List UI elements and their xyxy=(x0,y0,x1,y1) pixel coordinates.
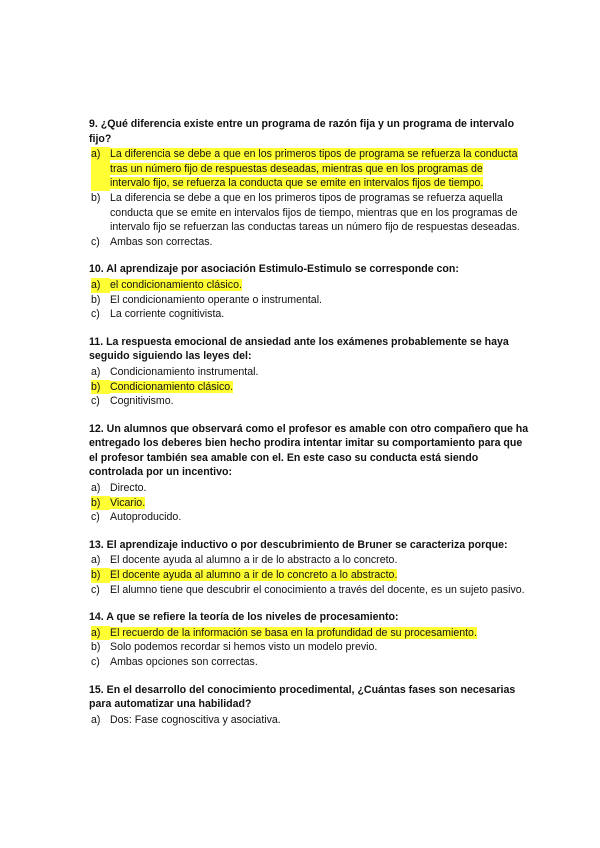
question-title: 9. ¿Qué diferencia existe entre un programa de razón fija y un programa de intervalo fijo? xyxy=(89,118,515,145)
question-10 xyxy=(89,262,529,321)
option-letter: a) xyxy=(91,482,101,495)
answer-option xyxy=(89,235,529,250)
highlighted-answer-text: Vicario. xyxy=(110,496,146,509)
option-letter-highlighted: b) xyxy=(91,568,110,583)
answer-option xyxy=(89,640,529,655)
option-text: El docente ayuda al alumno a ir de lo abstracto a lo concreto. xyxy=(110,554,398,567)
option-letter: c) xyxy=(91,308,100,321)
option-text: Dos: Fase cognoscitiva y asociativa. xyxy=(110,713,281,726)
option-text: La corriente cognitivista. xyxy=(110,308,225,321)
question-title: 11. La respuesta emocional de ansiedad ante los exámenes probablemente se haya seguido siguiendo las leyes del: xyxy=(89,335,509,363)
option-letter-highlighted: a) xyxy=(91,147,110,191)
answer-option xyxy=(89,293,529,308)
option-text: Solo podemos recordar si hemos visto un modelo previo. xyxy=(110,641,378,654)
option-letter-highlighted: b) xyxy=(91,380,110,395)
option-letter: c) xyxy=(91,656,100,668)
answer-option xyxy=(89,655,529,670)
answer-option xyxy=(89,583,529,598)
question-9 xyxy=(89,117,529,249)
option-text xyxy=(110,278,529,293)
answer-option xyxy=(89,394,529,409)
question-13 xyxy=(89,538,529,597)
answer-option xyxy=(89,365,529,380)
option-letter: a) xyxy=(91,713,101,726)
question-title: 14. A que se refiere la teoría de los niveles de procesamiento: xyxy=(89,611,399,624)
option-letter: b) xyxy=(91,191,101,204)
answer-option xyxy=(89,626,529,641)
option-letter-highlighted: a) xyxy=(91,626,110,641)
option-letter: c) xyxy=(91,511,100,524)
answer-option xyxy=(89,481,529,496)
option-text: Cognitivismo. xyxy=(110,395,174,408)
question-12 xyxy=(89,422,529,525)
option-text: Ambas son correctas. xyxy=(110,235,213,248)
option-text xyxy=(110,626,529,641)
option-text: Ambas opciones son correctas. xyxy=(110,656,258,668)
answer-option xyxy=(89,191,529,235)
highlighted-answer-text: La diferencia se debe a que en los primeros tipos de programa se refuerza la conducta tras un número fijo de respuestas deseadas, mientras que en los programas de intervalo fijo, se refuerza la conducta que se emite en intervalos fijos de tiempo. xyxy=(110,148,518,190)
answer-option xyxy=(89,510,529,525)
option-letter: c) xyxy=(91,583,100,596)
question-title: 15. En el desarrollo del conocimiento procedimental, ¿Cuántas fases son necesarias para automatizar una habilidad? xyxy=(89,683,516,711)
question-title: 12. Un alumnos que observará como el profesor es amable con otro compañero que ha entregado los deberes bien hecho prodira intentar imitar su comportamiento para que el profesor también sea amable con el. En este caso su conducta está siendo controlada por un incentivo: xyxy=(89,422,529,479)
option-letter-highlighted: a) xyxy=(91,278,110,293)
question-11 xyxy=(89,335,529,409)
option-text xyxy=(110,380,529,395)
highlighted-answer-text: El docente ayuda al alumno a ir de lo concreto a lo abstracto. xyxy=(110,569,398,582)
option-letter-highlighted: b) xyxy=(91,496,110,511)
question-title: 10. Al aprendizaje por asociación Estimulo-Estimulo se corresponde con: xyxy=(89,263,459,276)
option-text: Directo. xyxy=(110,482,147,495)
answer-option xyxy=(89,278,529,293)
highlighted-answer-text: el condicionamiento clásico. xyxy=(110,278,242,291)
answer-option xyxy=(89,496,529,511)
option-letter: c) xyxy=(91,235,100,248)
option-letter: a) xyxy=(91,365,101,378)
option-letter: c) xyxy=(91,395,100,408)
answer-option xyxy=(89,147,529,191)
option-text xyxy=(110,147,529,191)
option-letter: a) xyxy=(91,554,101,567)
option-text xyxy=(110,568,529,583)
option-text: El alumno tiene que descubrir el conocimiento a través del docente, es un sujeto pasivo. xyxy=(110,583,525,596)
option-text: La diferencia se debe a que en los primeros tipos de programas se refuerza aquella conducta que se emite en intervalos fijos de tiempo, mientras que en los programas de intervalo fijo se refuerzan las conductas tareas un número fijo de respuestas deseadas. xyxy=(110,191,520,234)
option-text: El condicionamiento operante o instrumental. xyxy=(110,293,322,306)
answer-option xyxy=(89,307,529,322)
option-letter: b) xyxy=(91,641,101,654)
question-title: 13. El aprendizaje inductivo o por descubrimiento de Bruner se caracteriza porque: xyxy=(89,538,508,551)
answer-option xyxy=(89,568,529,583)
answer-option xyxy=(89,380,529,395)
question-15 xyxy=(89,683,529,728)
highlighted-answer-text: Condicionamiento clásico. xyxy=(110,380,234,393)
highlighted-answer-text: El recuerdo de la información se basa en la profundidad de su procesamiento. xyxy=(110,626,477,639)
option-text xyxy=(110,496,529,511)
option-text: Autoproducido. xyxy=(110,511,182,524)
option-letter: b) xyxy=(91,293,101,306)
answer-option xyxy=(89,553,529,568)
answer-option xyxy=(89,713,529,728)
question-14 xyxy=(89,610,529,669)
option-text: Condicionamiento instrumental. xyxy=(110,365,259,378)
question-list xyxy=(89,117,529,740)
